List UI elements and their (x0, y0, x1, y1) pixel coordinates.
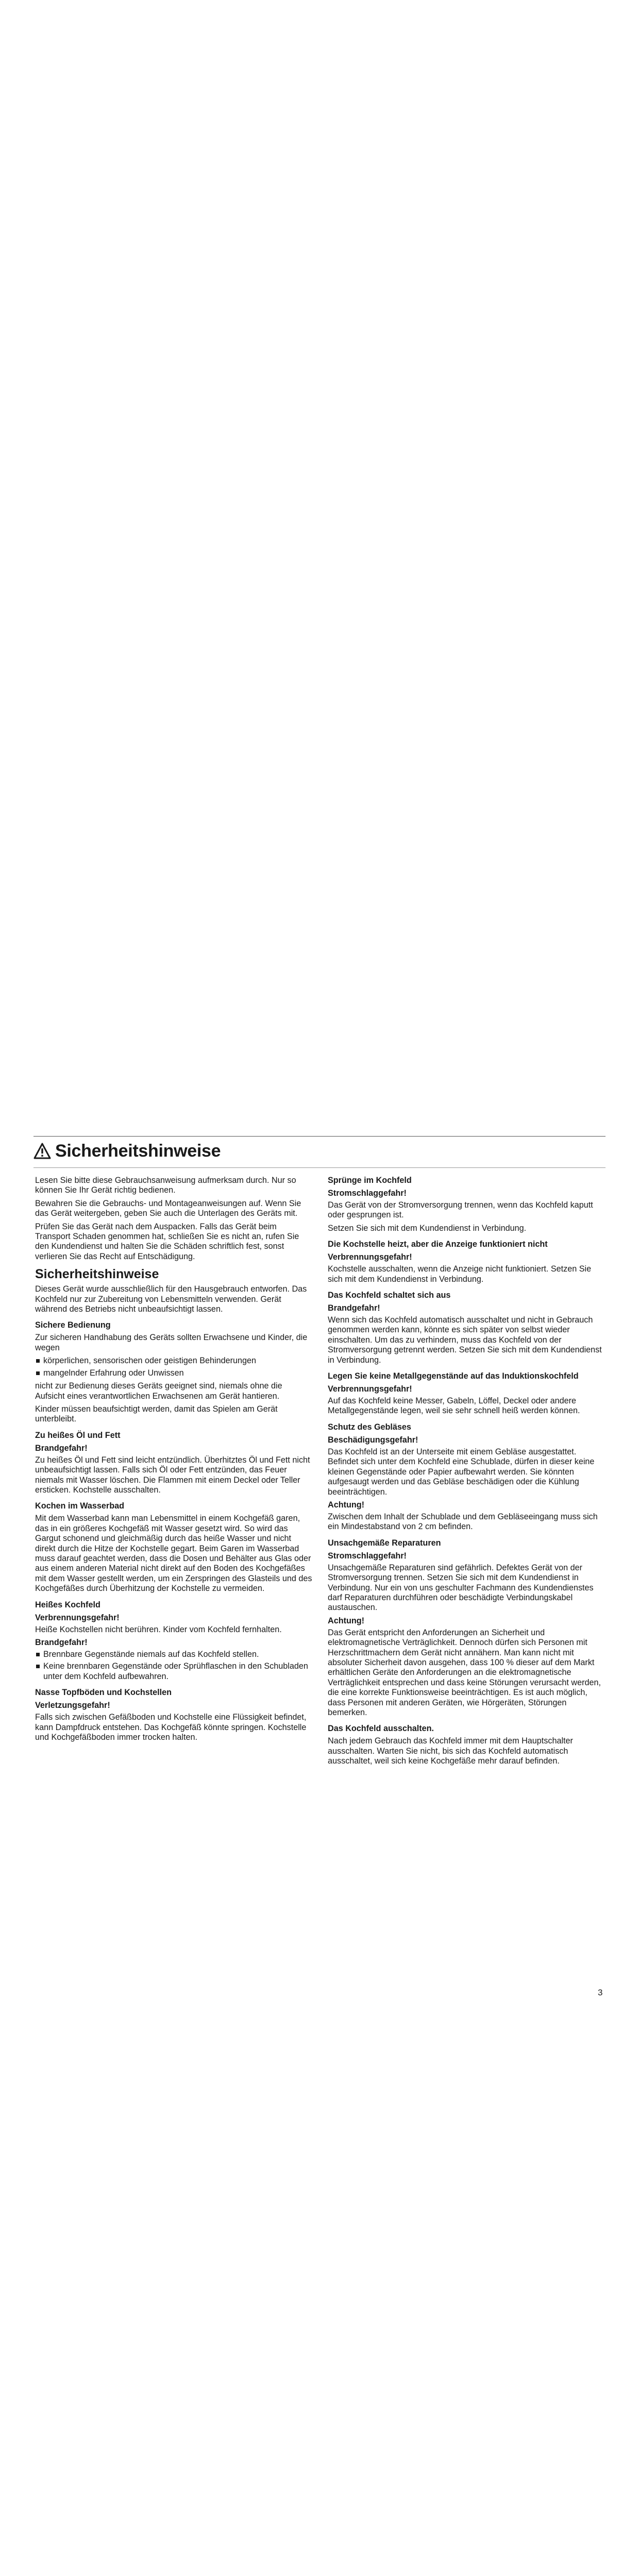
fan-paragraph-1: Das Kochfeld ist an der Unterseite mit einem Gebläse ausgestattet. Befindet sich unter dem Kochfeld eine Schublade, dürfen in dieser keine kleinen Gegenstände oder Papier aufbewahrt werden. Sie könnten aufgesaugt werden und das Gebläse beschädigen oder die Kühlung beeinträchtigen. (328, 1447, 595, 1497)
list-item: Brennbare Gegenstände niemals auf das Kochfeld stellen. (35, 1650, 313, 1659)
left-column (35, 1176, 313, 1745)
water-bath-paragraph: Mit dem Wasserbad kann man Lebensmittel in einem Kochgefäß garen, das in ein größeres Kochgefäß mit Wasser gesetzt wird. So wird das Gargut schonend und gleichmäßig durch das heiße Wasser und nicht direkt durch die Hitze der Kochstelle gegart. Beim Garen im Wasserbad muss darauf geachtet werden, dass die Dosen und Behälter aus Glas oder aus einem anderen Material nicht direkt auf den Boden des Kochgefäßes mit dem Wasser gestellt werden, um ein Zerspringen des Glasteils und des Kochgefäßes durch Überhitzung der Kochstelle zu vermeiden. (35, 1514, 312, 1594)
repair-paragraph: Unsachgemäße Reparaturen sind gefährlich. Defektes Gerät von der Stromversorgung trennen. Setzen Sie sich mit dem Kundendienst in Verbindung. Nur ein von uns geschulter Fachmann des Kundendienstes darf Reparaturen durchführen oder beschädigte Verbindungskabel austauschen. (328, 1563, 594, 1613)
hot-oil-paragraph: Zu heißes Öl und Fett sind leicht entzündlich. Überhitztes Öl und Fett nicht unbeaufsichtigt lassen. Falls sich Öl oder Fett entzünden, das Feuer niemals mit Wasser löschen. Die Flammen mit einem Deckel oder Teller ersticken. Kochstelle ausschalten. (35, 1455, 310, 1495)
fan-subheading-damage: Beschädigungsgefahr! (328, 1435, 418, 1445)
repair-subheading: Stromschlaggefahr! (328, 1551, 407, 1561)
indicator-subheading: Verbrennungsgefahr! (328, 1252, 412, 1262)
cracks-heading: Sprünge im Kochfeld (328, 1176, 412, 1185)
hot-oil-subheading: Brandgefahr! (35, 1443, 88, 1453)
shutoff-subheading: Brandgefahr! (328, 1303, 380, 1313)
hot-hob-paragraph: Heiße Kochstellen nicht berühren. Kinder vom Kochfeld fernhalten. (35, 1624, 282, 1634)
safe-operation-paragraph-3: Kinder müssen beaufsichtigt werden, damit das Spielen am Gerät unterbleibt. (35, 1404, 278, 1424)
right-column (328, 1176, 606, 1770)
top-rule (33, 1136, 606, 1137)
safe-operation-heading: Sichere Bedienung (35, 1320, 111, 1330)
safe-operation-list (35, 1356, 313, 1378)
metal-objects-paragraph: Auf das Kochfeld keine Messer, Gabeln, Löffel, Deckel oder andere Metallgegenstände legen, weil sie sehr schnell heiß werden können. (328, 1396, 580, 1416)
indicator-heading: Die Kochstelle heizt, aber die Anzeige funktioniert nicht (328, 1240, 548, 1249)
emc-subheading: Achtung! (328, 1616, 365, 1625)
cracks-paragraph-2: Setzen Sie sich mit dem Kundendienst in Verbindung. (328, 1223, 527, 1233)
wet-pan-heading: Nasse Topfböden und Kochstellen (35, 1688, 172, 1698)
switch-off-heading: Das Kochfeld ausschalten. (328, 1724, 434, 1734)
indicator-paragraph: Kochstelle ausschalten, wenn die Anzeige nicht funktioniert. Setzen Sie sich mit dem Kundendienst in Verbindung. (328, 1264, 592, 1284)
warning-icon (33, 1143, 51, 1159)
safe-operation-paragraph-1: Zur sicheren Handhabung des Geräts sollten Erwachsene und Kinder, die wegen (35, 1333, 308, 1352)
shutoff-paragraph: Wenn sich das Kochfeld automatisch ausschaltet und nicht in Gebrauch genommen werden kann, könnte es sich später von selbst wieder einschalten. Um das zu verhindern, muss das Kochfeld von der Stromversorgung getrennt werden. Setzen Sie sich mit dem Kundendienst in Verbindung. (328, 1315, 602, 1365)
metal-objects-heading: Legen Sie keine Metallgegenstände auf das Induktionskochfeld (328, 1371, 579, 1381)
section-paragraph: Dieses Gerät wurde ausschließlich für den Hausgebrauch entworfen. Das Kochfeld nur zur Zubereitung von Lebensmitteln verwenden. Gerät während des Betriebs nicht unbeaufsichtigt lassen. (35, 1284, 307, 1314)
page-title (33, 1140, 221, 1162)
list-item: körperlichen, sensorischen oder geistigen Behinderungen (35, 1356, 313, 1366)
hot-hob-heading: Heißes Kochfeld (35, 1600, 100, 1609)
fan-paragraph-2: Zwischen dem Inhalt der Schublade und dem Gebläseeingang muss sich ein Mindestabstand von 2 cm befinden. (328, 1512, 598, 1532)
list-item: mangelnder Erfahrung oder Unwissen (35, 1368, 313, 1378)
section-heading: Sicherheitshinweise (35, 1267, 159, 1282)
intro-paragraph-1: Lesen Sie bitte diese Gebrauchsanweisung aufmerksam durch. Nur so können Sie Ihr Gerät richtig bedienen. (35, 1176, 296, 1195)
water-bath-heading: Kochen im Wasserbad (35, 1501, 125, 1511)
wet-pan-subheading: Verletzungsgefahr! (35, 1701, 110, 1710)
hot-hob-subheading-fire: Brandgefahr! (35, 1638, 88, 1647)
title-rule (33, 1167, 606, 1168)
intro-paragraph-3: Prüfen Sie das Gerät nach dem Auspacken. Falls das Gerät beim Transport Schaden genommen hat, schließen Sie es nicht an, rufen Sie den Kundendienst und halten Sie die Schäden schriftlich fest, sonst verlieren Sie das Recht auf Entschädigung. (35, 1222, 299, 1261)
cracks-paragraph-1: Das Gerät von der Stromversorgung trennen, wenn das Kochfeld kaputt oder gesprungen ist. (328, 1200, 593, 1220)
repair-heading: Unsachgemäße Reparaturen (328, 1538, 441, 1548)
intro-paragraph-2: Bewahren Sie die Gebrauchs- und Montageanweisungen auf. Wenn Sie das Gerät weitergeben, geben Sie auch die Unterlagen des Geräts mit. (35, 1198, 301, 1218)
shutoff-heading: Das Kochfeld schaltet sich aus (328, 1291, 451, 1300)
hot-oil-heading: Zu heißes Öl und Fett (35, 1430, 121, 1440)
switch-off-paragraph: Nach jedem Gebrauch das Kochfeld immer mit dem Hauptschalter ausschalten. Warten Sie nicht, bis sich das Kochfeld automatisch ausschaltet, weil sich keine Kochgefäße mehr darauf befinden. (328, 1736, 573, 1766)
cracks-subheading: Stromschlaggefahr! (328, 1189, 407, 1198)
list-item: Keine brennbaren Gegenstände oder Sprühflaschen in den Schubladen unter dem Kochfeld aufbewahren. (35, 1662, 313, 1682)
page-title-text: Sicherheitshinweise (55, 1141, 221, 1161)
safe-operation-paragraph-2: nicht zur Bedienung dieses Geräts geeignet sind, niemals ohne die Aufsicht eines verantwortlichen Erwachsenen am Gerät hantieren. (35, 1381, 282, 1401)
hot-hob-subheading-burn: Verbrennungsgefahr! (35, 1613, 120, 1622)
wet-pan-paragraph: Falls sich zwischen Gefäßboden und Kochstelle eine Flüssigkeit befindet, kann Dampfdruck entstehen. Das Kochgefäß könnte springen. Kochstelle und Kochgefäßboden immer trocken halten. (35, 1713, 307, 1742)
page-number: 3 (598, 1988, 603, 1997)
fan-subheading-attention: Achtung! (328, 1500, 365, 1510)
metal-objects-subheading: Verbrennungsgefahr! (328, 1384, 412, 1394)
hot-hob-list (35, 1650, 313, 1682)
fan-heading: Schutz des Gebläses (328, 1422, 411, 1432)
emc-paragraph: Das Gerät entspricht den Anforderungen an Sicherheit und elektromagnetische Verträglichkeit. Dennoch dürfen sich Personen mit Herzschrittmachern dem Gerät nicht annähern. Man kann nicht mit absoluter Sicherheit davon ausgehen, dass 100 % dieser auf dem Markt erhältlichen Geräte den Anforderungen an die elektromagnetische Verträglichkeit entsprechen und dass keine Störungen verursacht werden, die eine korrekte Funktionsweise beeinträchtigen. Es ist auch möglich, dass Personen mit anderen Geräten, wie Hörgeräten, Störungen bemerken. (328, 1628, 601, 1717)
